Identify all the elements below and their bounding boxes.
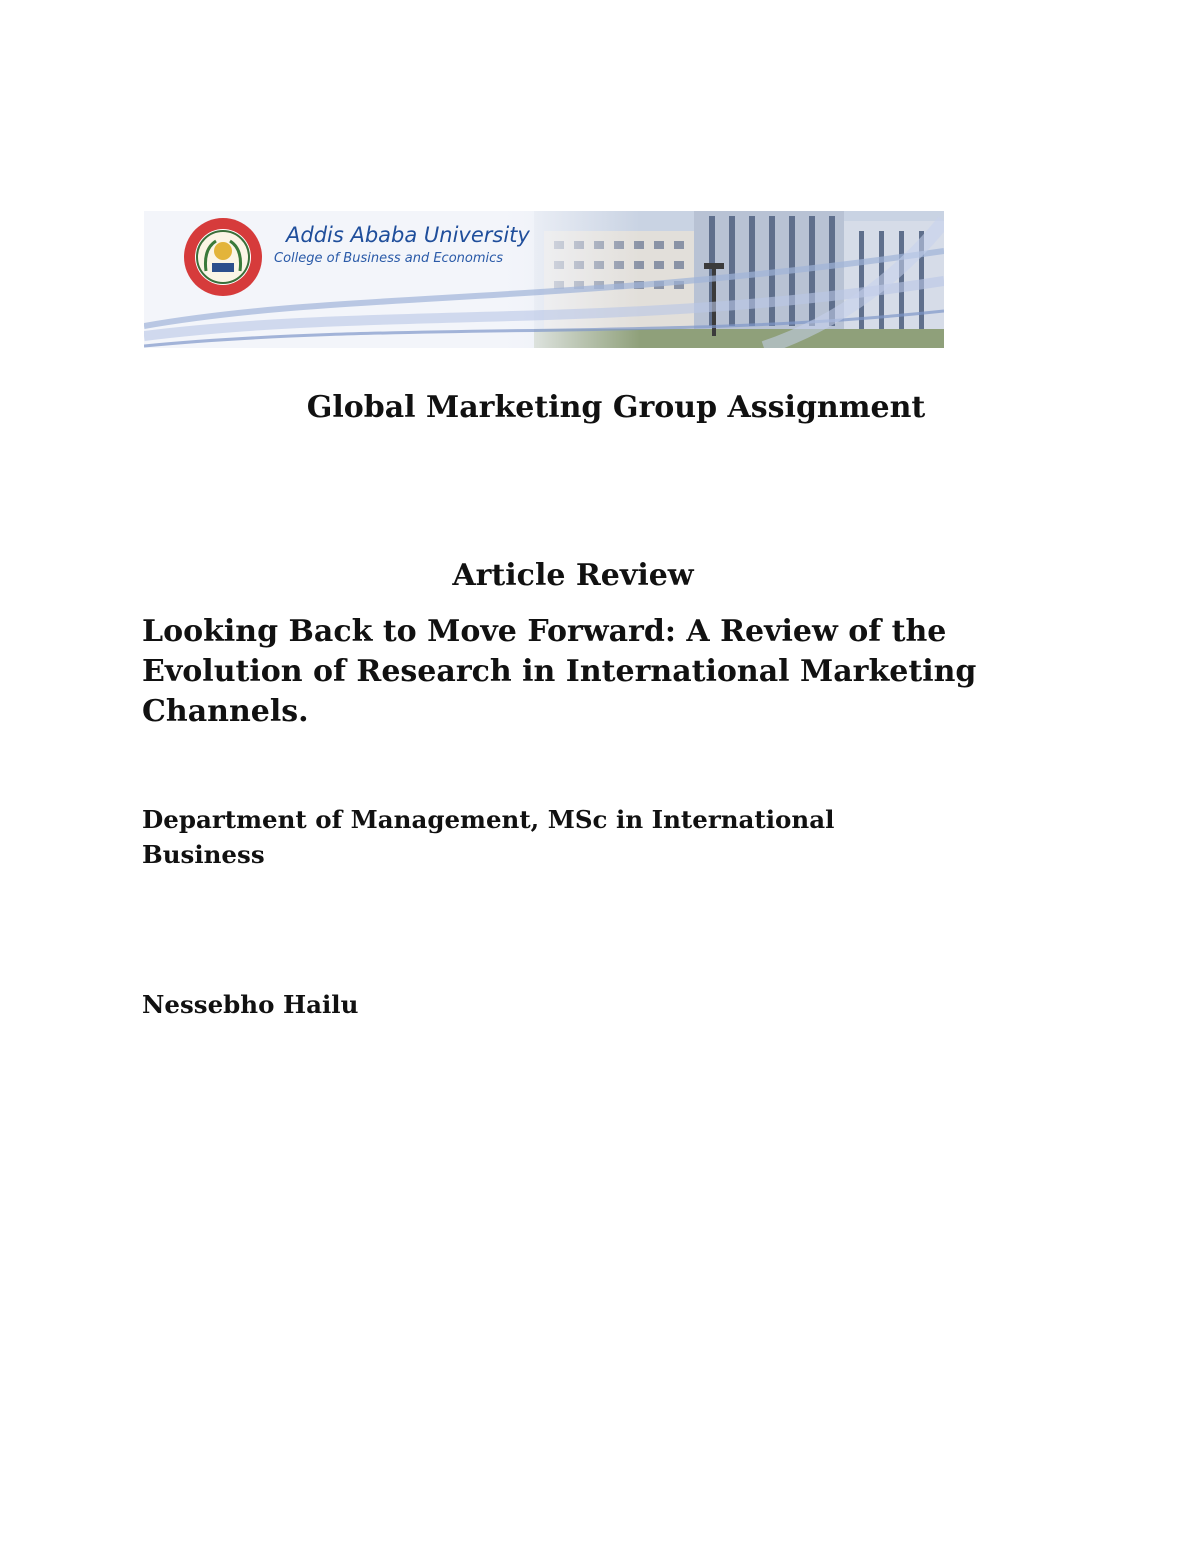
banner-university-name: Addis Ababa University	[286, 223, 530, 247]
university-banner	[144, 211, 944, 348]
author-name: Nessebho Hailu	[142, 990, 359, 1019]
banner-graphic	[144, 211, 944, 348]
assignment-title: Global Marketing Group Assignment	[306, 390, 926, 425]
university-seal-icon	[184, 218, 262, 296]
review-label: Article Review	[452, 558, 694, 593]
article-title: Looking Back to Move Forward: A Review of the Evolution of Research in International Marketing Channels.	[142, 614, 977, 729]
department-line: Department of Management, MSc in International Business	[142, 805, 835, 869]
banner-college-name: College of Business and Economics	[274, 251, 504, 266]
